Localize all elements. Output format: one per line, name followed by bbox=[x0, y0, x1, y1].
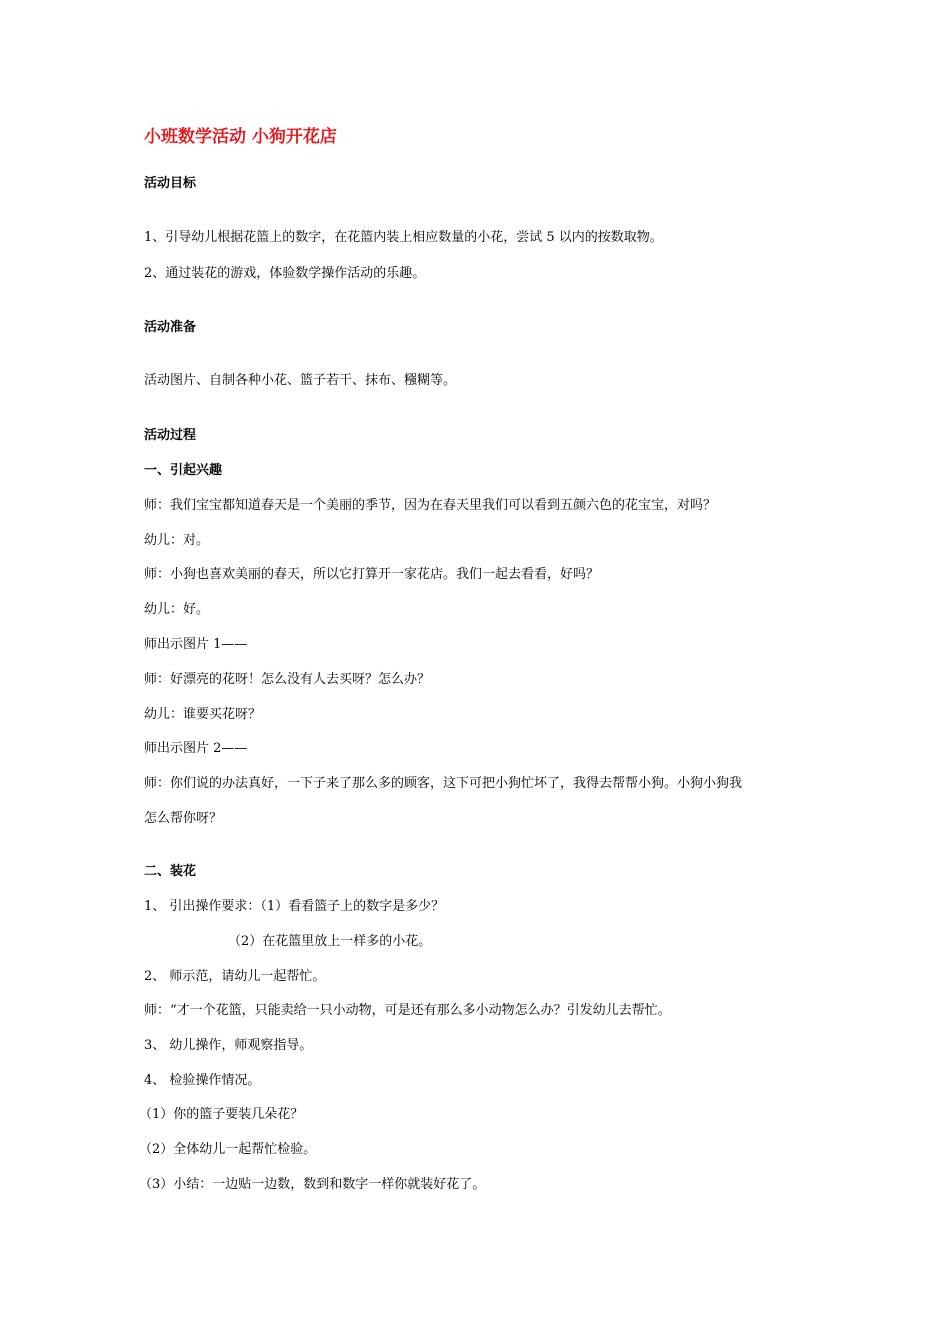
step-line: 2、 师示范，请幼儿一起帮忙。 bbox=[144, 969, 326, 984]
goal-item-1: 1、引导幼儿根据花篮上的数字，在花篮内装上相应数量的小花，尝试 5 以内的按数取物。 bbox=[144, 230, 663, 245]
step-line: 4、 检验操作情况。 bbox=[144, 1073, 261, 1088]
preparation-text: 活动图片、自制各种小花、篮子若干、抹布、糨糊等。 bbox=[144, 373, 457, 388]
step-line: 3、 幼儿操作，师观察指导。 bbox=[144, 1038, 313, 1053]
step-line: （2）在花篮里放上一样多的小花。 bbox=[228, 934, 432, 949]
subsection-heading-arrange-flowers: 二、装花 bbox=[144, 864, 197, 879]
step-line: （2）全体幼儿一起帮忙检验。 bbox=[139, 1142, 317, 1157]
dialogue-line: 师：我们宝宝都知道春天是一个美丽的季节，因为在春天里我们可以看到五颜六色的花宝宝，对吗？ bbox=[144, 498, 717, 513]
dialogue-line: 师：小狗也喜欢美丽的春天，所以它打算开一家花店。我们一起去看看，好吗？ bbox=[144, 567, 600, 582]
section-heading-preparation: 活动准备 bbox=[144, 320, 197, 335]
step-line: 1、 引出操作要求：（1）看看篮子上的数字是多少？ bbox=[144, 899, 445, 914]
section-heading-process: 活动过程 bbox=[144, 428, 197, 443]
dialogue-line: 师：你们说的办法真好，一下子来了那么多的顾客，这下可把小狗忙坏了，我得去帮帮小狗。小狗小狗我 bbox=[144, 776, 743, 791]
document-title: 小班数学活动 小狗开花店 bbox=[144, 127, 337, 147]
dialogue-line: 怎么帮你呀？ bbox=[144, 811, 223, 826]
section-heading-goals: 活动目标 bbox=[144, 176, 197, 191]
dialogue-line: 幼儿：谁要买花呀？ bbox=[144, 707, 262, 722]
dialogue-line: 幼儿：对。 bbox=[144, 533, 210, 548]
step-line: （3）小结：一边贴一边数，数到和数字一样你就装好花了。 bbox=[139, 1177, 486, 1192]
dialogue-line: 师出示图片 1—— bbox=[144, 637, 248, 652]
subsection-heading-interest: 一、引起兴趣 bbox=[144, 463, 223, 478]
step-line: 师：“才一个花篮，只能卖给一只小动物，可是还有那么多小动物怎么办？引发幼儿去帮忙。 bbox=[144, 1003, 671, 1018]
goal-item-2: 2、通过装花的游戏，体验数学操作活动的乐趣。 bbox=[144, 266, 426, 281]
dialogue-line: 师出示图片 2—— bbox=[144, 741, 248, 756]
dialogue-line: 师：好漂亮的花呀！怎么没有人去买呀？怎么办？ bbox=[144, 672, 431, 687]
step-line: （1）你的篮子要装几朵花？ bbox=[139, 1107, 304, 1122]
dialogue-line: 幼儿：好。 bbox=[144, 602, 210, 617]
